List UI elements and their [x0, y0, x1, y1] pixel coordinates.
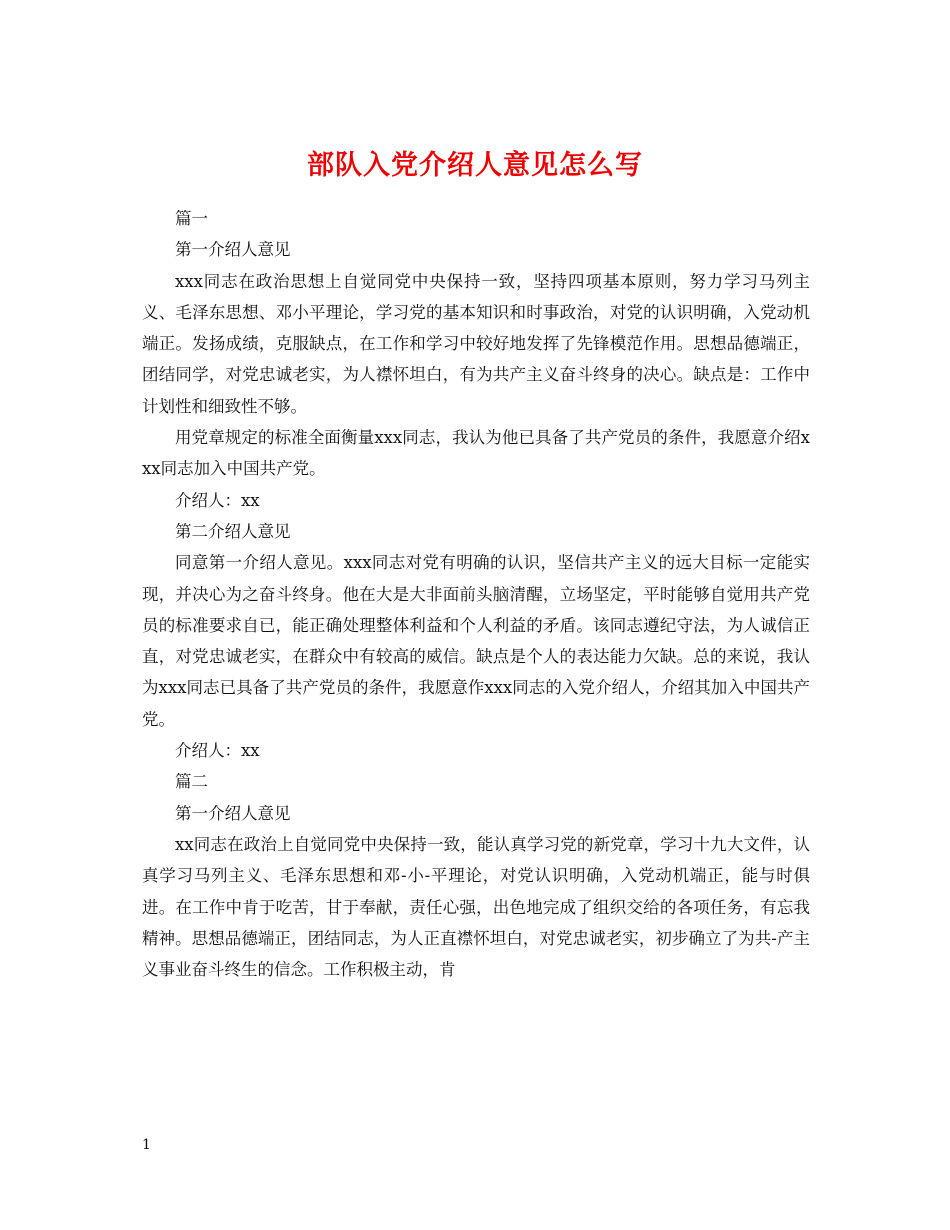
body-paragraph: 用党章规定的标准全面衡量xxx同志，我认为他已具备了共产党员的条件，我愿意介绍xxx同志加入中国共产党。 — [142, 428, 810, 479]
recommender-signature: 介绍人：xx — [175, 741, 260, 761]
first-recommender-heading: 第一介绍人意见 — [175, 240, 291, 260]
first-recommender-heading: 第一介绍人意见 — [175, 803, 291, 823]
document-body — [142, 203, 810, 985]
recommender-signature: 介绍人：xx — [175, 490, 260, 510]
body-paragraph: 同意第一介绍人意见。xxx同志对党有明确的认识，坚信共产主义的远大目标一定能实现，并决心为之奋斗终身。他在大是大非面前头脑清醒，立场坚定，平时能够自觉用共产党员的标准要求自已，能正确处理整体利益和个人利益的矛盾。该同志遵纪守法，为人诚信正直，对党忠诚老实，在群众中有较高的威信。缺点是个人的表达能力欠缺。总的来说，我认为xxx同志已具备了共产党员的条件，我愿意作xxx同志的入党介绍人，介绍其加入中国共产党。 — [142, 553, 810, 729]
section-heading-1: 篇一 — [175, 209, 208, 228]
body-paragraph: xx同志在政治上自觉同党中央保持一致，能认真学习党的新党章，学习十九大文件，认真学习马列主义、毛泽东思想和邓-小-平理论，对党认识明确，入党动机端正，能与时俱进。在工作中肯于吃苦，甘于奉献，责任心强，出色地完成了组织交给的各项任务，有忘我精神。思想品德端正，团结同志，为人正直襟怀坦白，对党忠诚老实，初步确立了为共-产主义事业奋斗终生的信念。工作积极主动，肯 — [142, 834, 810, 980]
second-recommender-heading: 第二介绍人意见 — [175, 521, 291, 541]
page-number: 1 — [142, 1137, 151, 1153]
section-heading-2: 篇二 — [175, 772, 208, 792]
document-title: 部队入党介绍人意见怎么写 — [307, 150, 643, 182]
body-paragraph: xxx同志在政治思想上自觉同党中央保持一致，坚持四项基本原则，努力学习马列主义、毛泽东思想、邓小平理论，学习党的基本知识和时事政治，对党的认识明确，入党动机端正。发扬成绩，克服缺点，在工作和学习中较好地发挥了先锋模范作用。思想品德端正，团结同学，对党忠诚老实，为人襟怀坦白，有为共产主义奋斗终身的决心。缺点是：工作中计划性和细致性不够。 — [142, 271, 810, 416]
